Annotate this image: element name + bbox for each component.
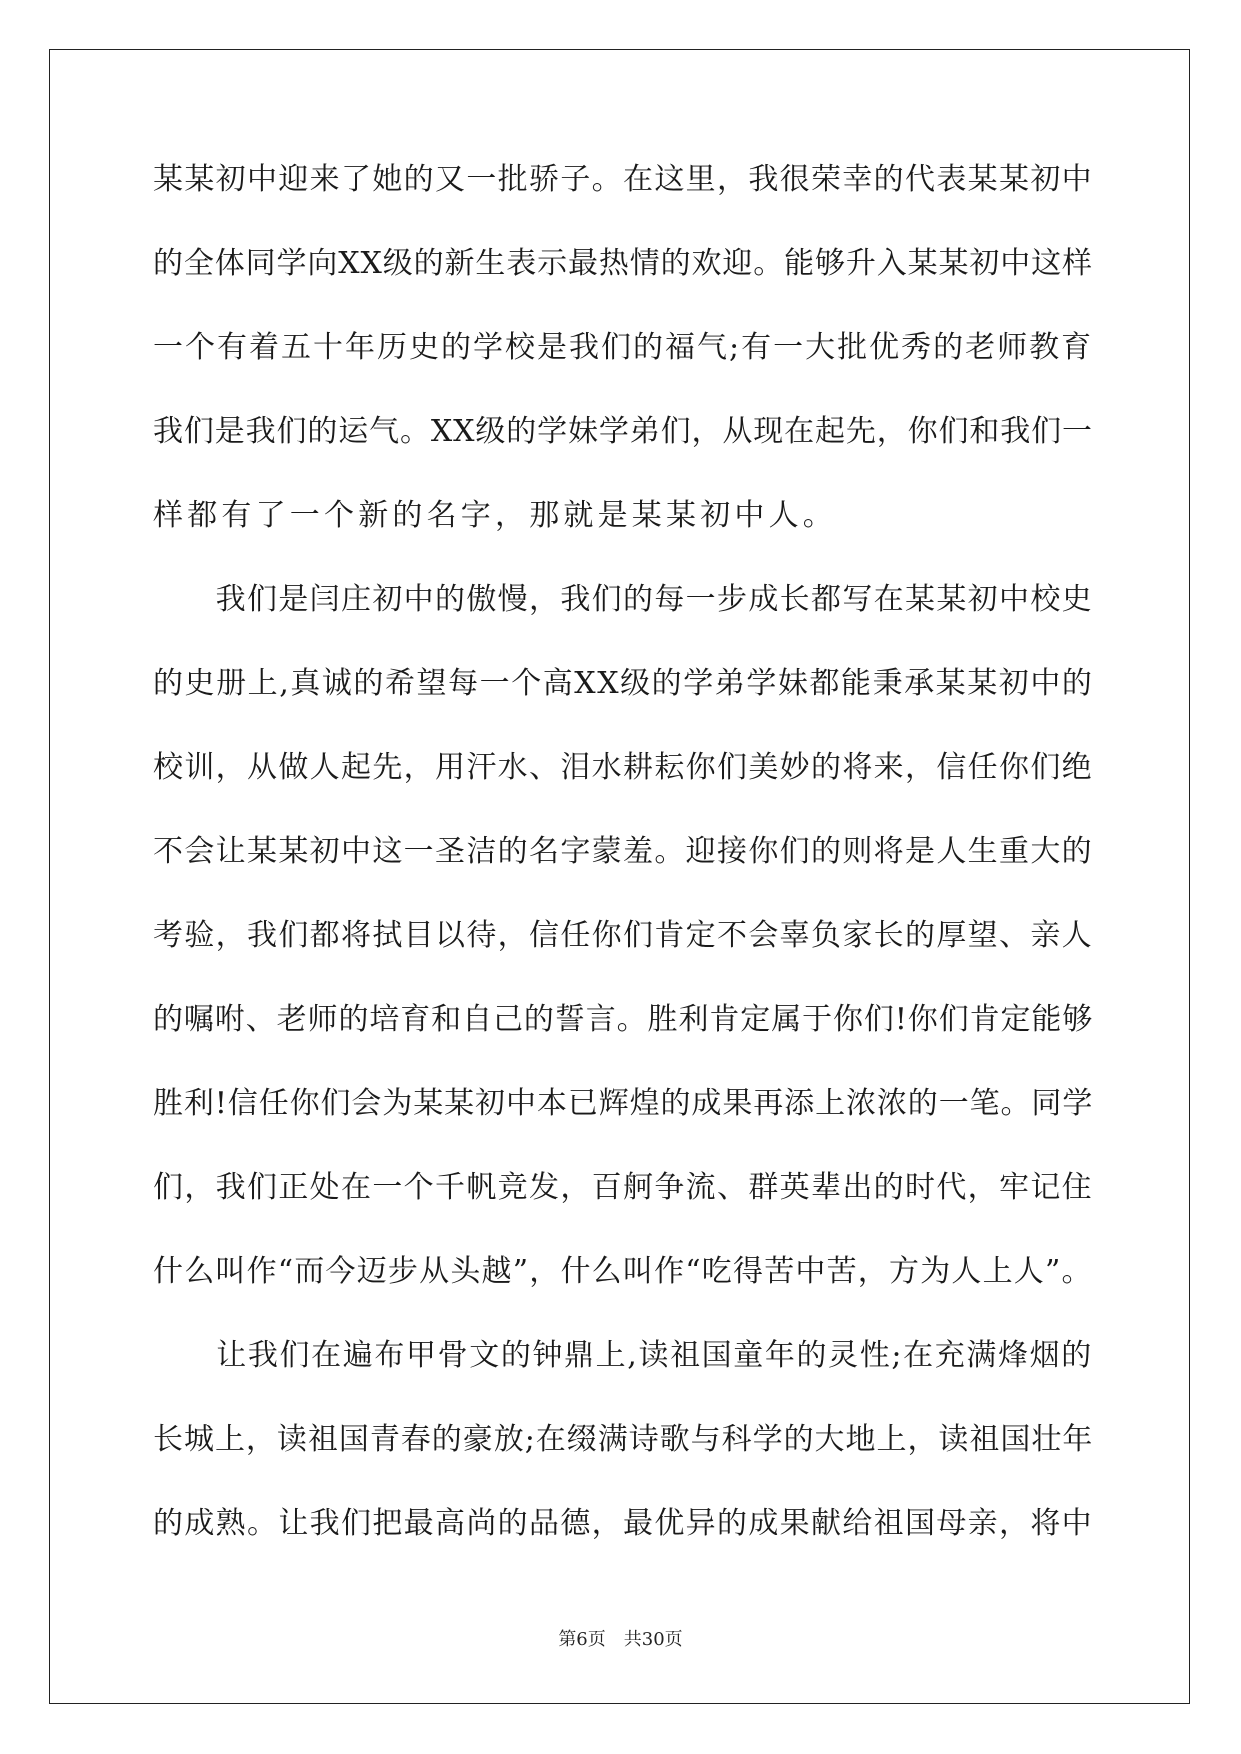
text-line: 考验，我们都将拭目以待，信任你们肯定不会辜负家长的厚望、亲人 xyxy=(153,918,1093,953)
text-line: 的全体同学向XX级的新生表示最热情的欢迎。能够升入某某初中这样 xyxy=(153,246,1093,281)
text-line: 不会让某某初中这一圣洁的名字蒙羞。迎接你们的则将是人生重大的 xyxy=(153,834,1093,869)
text-line: 我们是闫庄初中的傲慢，我们的每一步成长都写在某某初中校史 xyxy=(153,582,1093,617)
total-pages: 共30页 xyxy=(623,1629,683,1650)
text-line: 让我们在遍布甲骨文的钟鼎上,读祖国童年的灵性;在充满烽烟的 xyxy=(153,1338,1093,1373)
page-number: 第6页 xyxy=(558,1629,606,1650)
page-footer xyxy=(0,1628,1241,1652)
text-line: 们，我们正处在一个千帆竞发，百舸争流、群英辈出的时代，牢记住 xyxy=(153,1170,1093,1205)
text-line: 的史册上,真诚的希望每一个高XX级的学弟学妹都能秉承某某初中的 xyxy=(153,666,1094,701)
text-line: 什么叫作“而今迈步从头越”，什么叫作“吃得苦中苦，方为人上人”。 xyxy=(153,1254,1093,1289)
text-line: 校训，从做人起先，用汗水、泪水耕耘你们美妙的将来，信任你们绝 xyxy=(153,750,1093,785)
text-line: 长城上，读祖国青春的豪放;在缀满诗歌与科学的大地上，读祖国壮年 xyxy=(153,1422,1094,1457)
text-line: 样都有了一个新的名字，那就是某某初中人。 xyxy=(153,498,837,533)
document-body xyxy=(153,160,1093,1588)
text-line: 我们是我们的运气。XX级的学妹学弟们，从现在起先，你们和我们一 xyxy=(153,414,1093,449)
text-line: 某某初中迎来了她的又一批骄子。在这里，我很荣幸的代表某某初中 xyxy=(153,162,1093,197)
text-line: 胜利!信任你们会为某某初中本已辉煌的成果再添上浓浓的一笔。同学 xyxy=(153,1086,1094,1121)
text-line: 的成熟。让我们把最高尚的品德，最优异的成果献给祖国母亲，将中 xyxy=(153,1506,1093,1541)
text-line: 的嘱咐、老师的培育和自己的誓言。胜利肯定属于你们!你们肯定能够 xyxy=(153,1002,1094,1037)
text-line: 一个有着五十年历史的学校是我们的福气;有一大批优秀的老师教育 xyxy=(153,330,1094,365)
